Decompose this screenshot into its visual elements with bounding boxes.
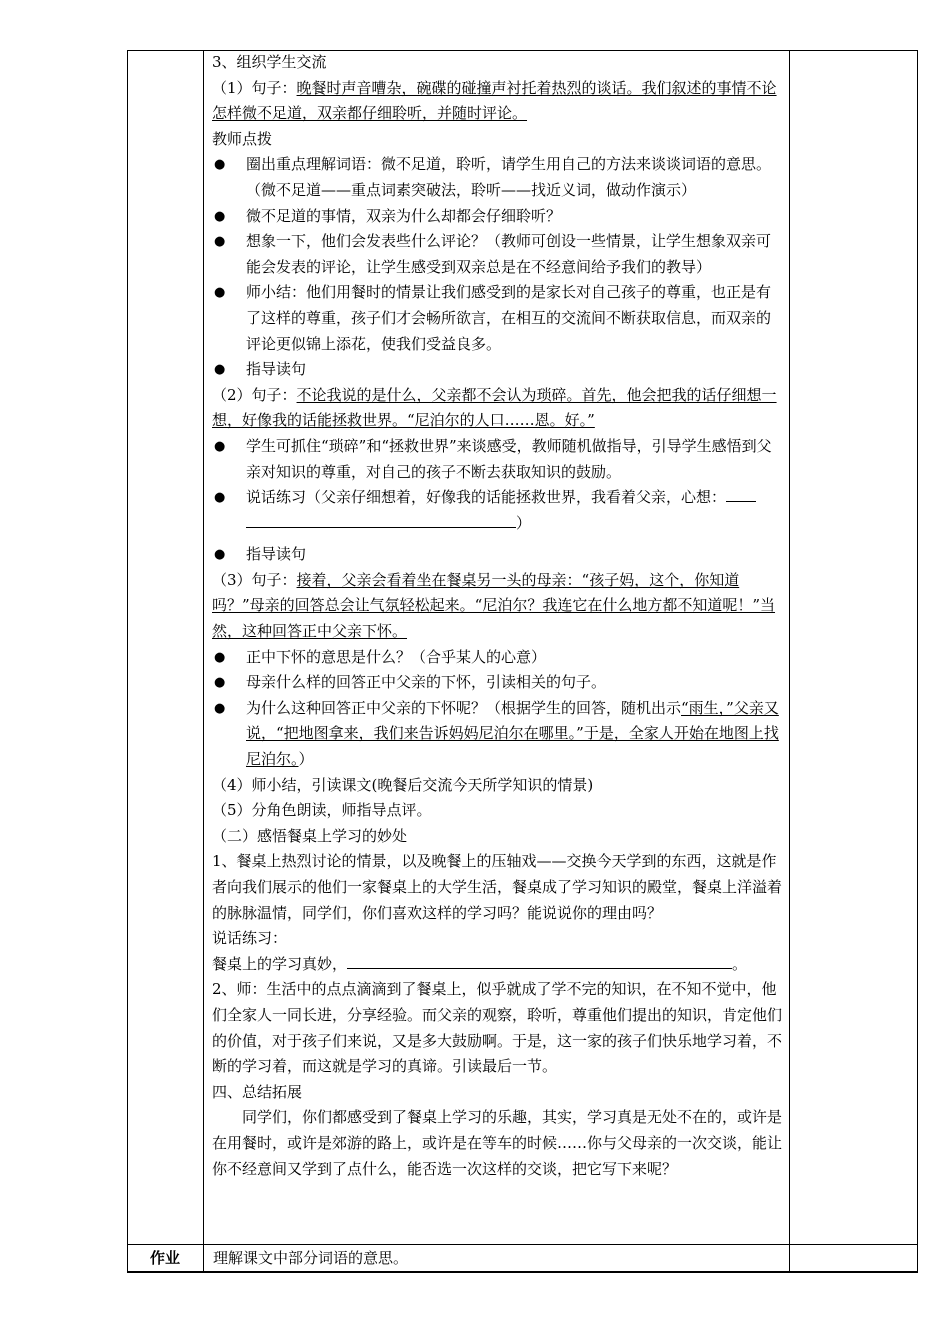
sentence-1-prefix: （1）句子： — [212, 78, 297, 97]
lesson-content-cell — [212, 50, 784, 1182]
homework-label: 作业 — [149, 1249, 180, 1267]
sentence-2-prefix: （2）句子： — [212, 385, 297, 404]
fill-in-sentence — [212, 952, 784, 978]
teacher-hint-heading: 教师点拨 — [212, 129, 273, 148]
table-border-bottom — [127, 1271, 918, 1273]
paragraph-3: 同学们，你们都感受到了餐桌上学习的乐趣，其实，学习真是无处不在的，或许是在用餐时，或许是郊游的路上，或许是在等车的时候……你与父母亲的一次交谈，能让你不经意间又学到了点什么，能否选一次这样的交谈，把它写下来呢？ — [212, 1108, 783, 1178]
bullet-item: ● 圈出重点理解词语：微不足道，聆听，请学生用自己的方法来谈谈词语的意思。（微不足道——重点词素突破法，聆听——找近义词，做动作演示） — [212, 152, 784, 203]
sentence-3-text: 接着，父亲会看着坐在餐桌另一头的母亲：“孩子妈，这个，你知道吗？”母亲的回答总会让气氛轻松起来。“尼泊尔？我连它在什么地方都不知道呢！”当然，这种回答正中父亲下怀。 — [212, 570, 776, 641]
fill-blank-line — [347, 952, 732, 969]
bullet-item: ● 师小结：他们用餐时的情景让我们感受到的是家长对自己孩子的尊重，也正是有了这样的尊重，孩子们才会畅所欲言，在相互的交流间不断获取信息，而双亲的评论更似锦上添花，使我们受益良多。 — [212, 280, 784, 357]
sentence-2-text: 不论我说的是什么，父亲都不会认为琐碎。首先，他会把我的话仔细想一想，好像我的话能拯救世界。“尼泊尔的人口……恩。好。” — [212, 385, 777, 430]
bullet-item: ● 微不足道的事情，双亲为什么却都会仔细聆听？ — [212, 204, 784, 230]
bullet-item: ● 想象一下，他们会发表些什么评论？（教师可创设一些情景，让学生想象双亲可能会发表的评论，让学生感受到双亲总是在不经意间给予我们的教导） — [212, 229, 784, 280]
fill-end: 。 — [732, 954, 748, 973]
bullet-end: ） — [298, 750, 314, 769]
column-divider-1 — [203, 50, 204, 1273]
fill-blank-line — [246, 511, 516, 528]
step3-heading: 3、组织学生交流 — [212, 53, 327, 71]
speaking-practice-text: 说话练习（父亲仔细想着，好像我的话能拯救世界，我看着父亲，心想： — [246, 488, 727, 507]
part4-heading: 四、总结拓展 — [212, 1082, 303, 1101]
sentence-3 — [212, 568, 784, 645]
sentence-3-prefix: （3）句子： — [212, 570, 297, 589]
speaking-practice-label: 说话练习： — [212, 929, 288, 948]
sentence-2 — [212, 383, 784, 434]
paragraph-1: 1、餐桌上热烈讨论的情景，以及晚餐上的压轴戏——交换今天学到的东西，这就是作者向我们展示的他们一家餐桌上的大学生活，餐桌成了学习知识的殿堂，餐桌上洋溢着的脉脉温情，同学们，你们喜欢这样的学习吗？能说说你的理由吗？ — [212, 852, 783, 922]
bullet-item: ● 学生可抓住“琐碎”和“拯救世界”来谈感受，教师随机做指导，引导学生感悟到父亲对知识的尊重，对自己的孩子不断去获取知识的鼓励。 — [212, 434, 784, 485]
paragraph-2: 2、师：生活中的点点滴滴到了餐桌上，似乎就成了学不完的知识，在不知不觉中，他们全家人一同长进，分享经验。而父亲的观察，聆听，尊重他们提出的知识，肯定他们的价值，对于孩子们来说，又是多大鼓励啊。于是，这一家的孩子们快乐地学习着，不断的学习着，而这就是学习的真谛。引读最后一节。 — [212, 980, 783, 1076]
bullet-item-speaking-practice — [212, 485, 784, 536]
bullet-text: 为什么这种回答正中父亲的下怀呢？（根据学生的回答，随机出示 — [246, 698, 682, 717]
fill-blank-line — [726, 485, 756, 502]
step-4: （4）师小结，引读课文(晚餐后交流今天所学知识的情景) — [212, 775, 594, 794]
table-border-left — [127, 50, 128, 1273]
column-divider-2 — [789, 50, 790, 1273]
table-border-right — [917, 50, 918, 1273]
part2-heading: （二）感悟餐桌上学习的妙处 — [212, 826, 408, 845]
speaking-practice-end: ） — [516, 513, 532, 532]
bullet-item — [212, 696, 784, 773]
step-5: （5）分角色朗读，师指导点评。 — [212, 801, 432, 820]
quoted-sentence: “雨生，”父亲又说，“把地图拿来，我们来告诉妈妈尼泊尔在哪里。”于是，全家人开始在地图上找尼泊尔。 — [246, 698, 779, 769]
bullet-item: ● 正中下怀的意思是什么？（合乎某人的心意） — [212, 645, 784, 671]
sentence-1-text: 晚餐时声音嘈杂，碗碟的碰撞声衬托着热烈的谈话。我们叙述的事情不论怎样微不足道，双亲都仔细聆听，并随时评论。 — [212, 78, 777, 123]
bullet-item: ● 母亲什么样的回答正中父亲的下怀，引读相关的句子。 — [212, 670, 784, 696]
homework-text: 理解课文中部分词语的意思。 — [213, 1249, 409, 1267]
bullet-item: ● 指导读句 — [212, 542, 784, 568]
sentence-1 — [212, 76, 784, 127]
bullet-item: ● 指导读句 — [212, 357, 784, 383]
fill-prefix: 餐桌上的学习真妙， — [212, 954, 348, 973]
